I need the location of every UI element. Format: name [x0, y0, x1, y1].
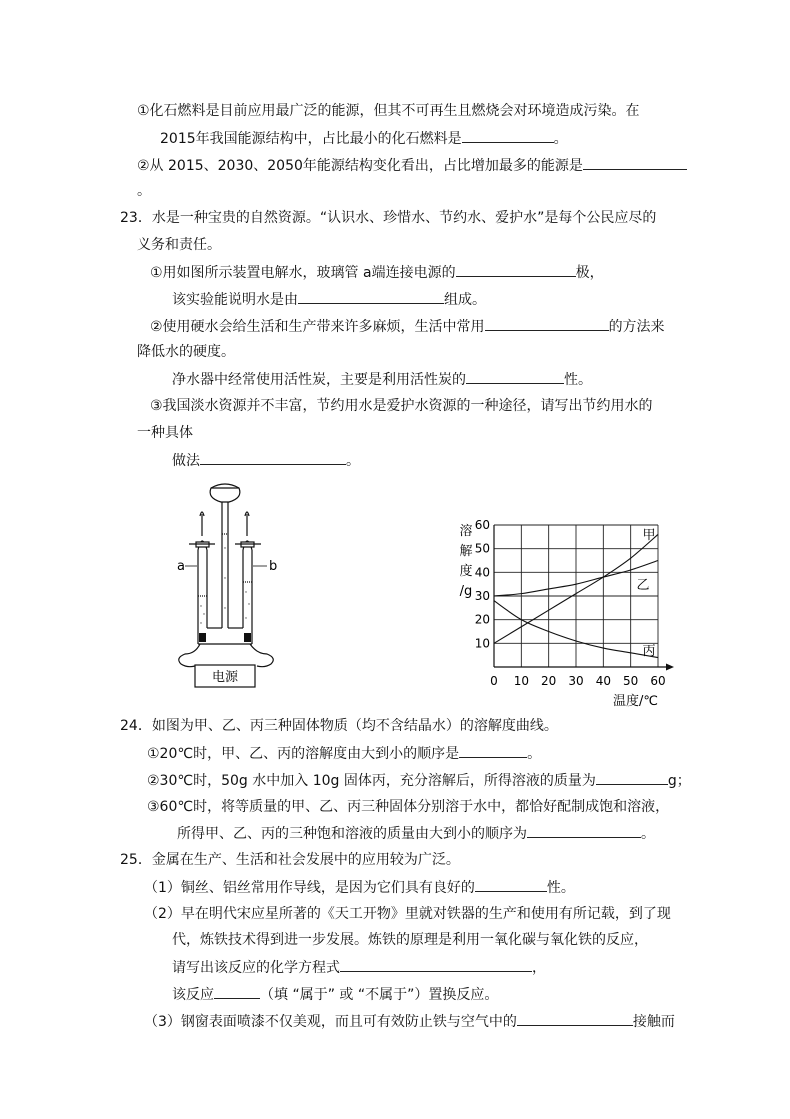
- answer-blank[interactable]: [459, 743, 527, 758]
- q23-item1: ①用如图所示装置电解水，玻璃管 a端连接电源的 极，: [150, 262, 604, 283]
- q23-item2: ②使用硬水会给生活和生产带来许多麻烦，生活中常用 的方法来: [150, 316, 665, 337]
- q25-item2-line3: 请写出该反应的化学方程式 ，: [172, 957, 546, 978]
- x-tick-label: 60: [650, 674, 666, 688]
- q25-stem: 25．金属在生产、生活和社会发展中的应用较为广泛。: [120, 852, 460, 868]
- chart-grid: [494, 525, 658, 667]
- q25-item2-line1: （2）早在明代宋应星所著的《天工开物》里就对铁器的生产和使用有所记载，到了现: [144, 906, 671, 922]
- q25-item2-line4: 该反应 （填 “属于” 或 “不属于”）置换反应。: [172, 984, 498, 1005]
- series-label: 乙: [636, 578, 650, 593]
- answer-blank[interactable]: [466, 369, 564, 384]
- q23-item2b: 净水器中经常使用活性炭，主要是利用活性炭的 性。: [172, 369, 592, 390]
- y-axis-label: [459, 523, 472, 599]
- x-axis-arrow: [666, 664, 674, 671]
- q25-item2-line2: 代，炼铁技术得到进一步发展。炼铁的原理是利用一氧化碳与氧化铁的反应，: [172, 932, 648, 948]
- q23-item3-line3: 做法 。: [172, 450, 360, 471]
- q23-item1b: 该实验能说明水是由 组成。: [172, 289, 486, 310]
- x-tick-label: 0: [490, 674, 498, 688]
- answer-blank[interactable]: [517, 1011, 633, 1026]
- q25-item3: （3）钢窗表面喷漆不仅美观，而且可有效防止铁与空气中的 接触而: [144, 1011, 675, 1032]
- answer-blank[interactable]: [456, 262, 576, 277]
- answer-blank[interactable]: [596, 770, 668, 785]
- series-label: 丙: [642, 644, 656, 659]
- answer-blank[interactable]: [527, 823, 641, 838]
- electrode-b: [244, 633, 251, 642]
- answer-blank[interactable]: [340, 957, 532, 972]
- y-tick-label: 40: [474, 565, 490, 580]
- x-axis-label: 温度/℃: [613, 694, 658, 709]
- x-tick-label: 40: [595, 674, 611, 688]
- y-tick-label: 20: [474, 612, 490, 627]
- q23-item3-line2: 一种具体: [137, 425, 193, 441]
- q24-item3-line1: ③60℃时，将等质量的甲、乙、丙三种固体分别溶于水中，都恰好配制成饱和溶液，: [147, 799, 670, 815]
- answer-blank[interactable]: [485, 316, 609, 331]
- q23-item3-line1: ③我国淡水资源并不丰富，节约用水是爱护水资源的一种途径，请写出节约用水的: [150, 398, 653, 414]
- answer-blank[interactable]: [200, 450, 346, 465]
- power-label: 电源: [211, 670, 239, 685]
- y-label-char: 度: [459, 564, 473, 579]
- y-tick-label: 50: [474, 541, 490, 556]
- q22-item2-line2: 。: [137, 183, 151, 199]
- q25-item1: （1）铜丝、铝丝常用作导线，是因为它们具有良好的 性。: [144, 877, 575, 898]
- q22-item2-line1: ②从 2015、2030、2050年能源结构变化看出，占比增加最多的能源是: [137, 155, 687, 176]
- q23-stem-line1: 23．水是一种宝贵的自然资源。“认识水、珍惜水、节约水、爱护水”是每个公民应尽的: [120, 210, 657, 226]
- answer-blank[interactable]: [462, 128, 554, 143]
- y-tick-label: 60: [474, 518, 490, 532]
- x-tick-label: 10: [513, 674, 529, 688]
- x-tick-label: 20: [541, 674, 557, 688]
- y-tick-label: 10: [474, 636, 490, 651]
- q24-item3-line2: 所得甲、乙、丙的三种饱和溶液的质量由大到小的顺序为 。: [177, 823, 655, 844]
- label-b: b: [269, 559, 278, 574]
- q23-item2-line2: 降低水的硬度。: [137, 344, 235, 360]
- y-label-char: 解: [459, 544, 473, 559]
- q22-item1-line2: 2015年我国能源结构中，占比最小的化石燃料是 。: [160, 128, 568, 149]
- q24-stem: 24．如图为甲、乙、丙三种固体物质（均不含结晶水）的溶解度曲线。: [120, 718, 558, 734]
- chart-ticks: [475, 518, 666, 688]
- label-a: a: [177, 559, 185, 574]
- q23-stem-line2: 义务和责任。: [137, 237, 221, 253]
- answer-blank[interactable]: [583, 155, 687, 170]
- x-tick-label: 50: [623, 674, 639, 688]
- y-label-char: /g: [459, 584, 473, 599]
- funnel-bulb: [210, 484, 240, 502]
- electrode-a: [199, 633, 206, 642]
- q22-item1-line1: ①化石燃料是目前应用最广泛的能源，但其不可再生且燃烧会对环境造成污染。在: [137, 103, 640, 119]
- solubility-chart: [450, 515, 680, 711]
- answer-blank[interactable]: [298, 289, 444, 304]
- x-tick-label: 30: [568, 674, 584, 688]
- electrolysis-apparatus: [165, 478, 305, 690]
- q24-item1: ①20℃时，甲、乙、丙的溶解度由大到小的顺序是 。: [147, 743, 541, 764]
- answer-blank[interactable]: [475, 877, 547, 892]
- y-label-char: 溶: [459, 524, 473, 539]
- q24-item2: ②30℃时，50g 水中加入 10g 固体丙，充分溶解后，所得溶液的质量为 g；: [147, 770, 691, 791]
- y-tick-label: 30: [474, 589, 490, 603]
- series-label: 甲: [642, 528, 656, 543]
- answer-blank[interactable]: [214, 984, 260, 999]
